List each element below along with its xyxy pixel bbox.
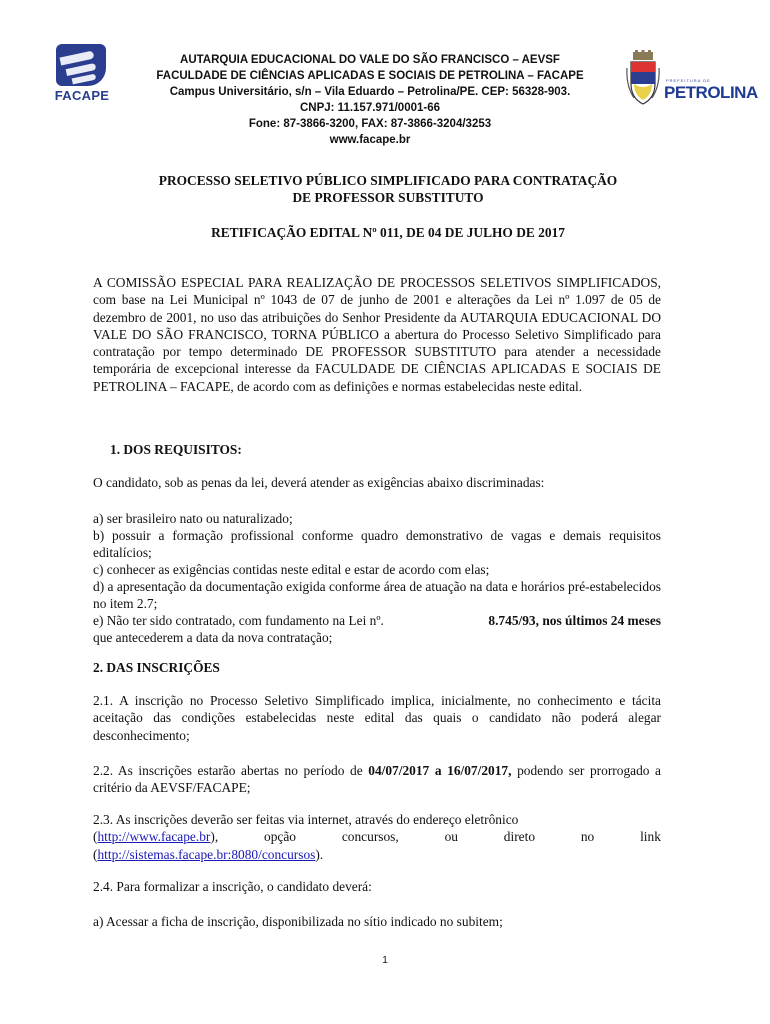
requirement-c: c) conhecer as exigências contidas neste edital e estar de acordo com elas; xyxy=(93,562,490,577)
header-line: www.facape.br xyxy=(329,134,411,146)
word: concursos, xyxy=(341,829,399,845)
title-line: DE PROFESSOR SUBSTITUTO xyxy=(292,190,484,205)
header-line: FACULDADE DE CIÊNCIAS APLICADAS E SOCIAIS DE PETROLINA – FACAPE xyxy=(156,70,584,82)
paragraph-2-3-line2 xyxy=(93,828,661,845)
facape-logo-text: FACAPE xyxy=(54,88,110,103)
petrolina-crest-icon xyxy=(626,50,660,106)
requirement-e-text: e) Não ter sido contratado, com fundamento na Lei nº. xyxy=(93,613,384,628)
facape-logo xyxy=(50,44,112,108)
paragraph-2-1: 2.1. A inscrição no Processo Seletivo Simplificado implica, inicialmente, no conhecimento e tácita aceitação das condições estabelecidas neste edital das quais o candidato não poderá alegar desconhecimento; xyxy=(93,693,661,743)
requirement-e-bold: 8.745/93, nos últimos 24 meses xyxy=(488,613,661,628)
page-number: 1 xyxy=(382,955,388,966)
paragraph-2-3-line3: (http://sistemas.facape.br:8080/concursos). xyxy=(93,846,324,862)
word: opção xyxy=(264,829,297,845)
section-2-heading: 2. DAS INSCRIÇÕES xyxy=(93,660,220,675)
word: link xyxy=(640,829,661,845)
paragraph-2-4: 2.4. Para formalizar a inscrição, o candidato deverá: xyxy=(93,879,372,894)
section-1-lead: O candidato, sob as penas da lei, deverá atender as exigências abaixo discriminadas: xyxy=(93,475,545,490)
concursos-system-link[interactable]: http://sistemas.facape.br:8080/concursos xyxy=(97,846,316,862)
document-title xyxy=(80,172,696,206)
document-subtitle: RETIFICAÇÃO EDITAL Nº 011, DE 04 DE JULHO DE 2017 xyxy=(211,225,565,240)
facape-website-link[interactable]: http://www.facape.br xyxy=(97,829,211,845)
title-line: PROCESSO SELETIVO PÚBLICO SIMPLIFICADO PARA CONTRATAÇÃO xyxy=(158,173,618,188)
header-line: Campus Universitário, s/n – Vila Eduardo – Petrolina/PE. CEP: 56328-903. xyxy=(169,86,571,98)
requirement-a: a) ser brasileiro nato ou naturalizado; xyxy=(93,511,293,526)
header-line: Fone: 87-3866-3200, FAX: 87-3866-3204/3253 xyxy=(248,118,492,130)
requirement-e xyxy=(93,612,661,647)
header-line: CNPJ: 11.157.971/0001-66 xyxy=(299,102,441,114)
word: no xyxy=(580,829,595,845)
paragraph-2-3-line1: 2.3. As inscrições deverão ser feitas via internet, através do endereço eletrônico xyxy=(93,812,519,827)
word: direto xyxy=(503,829,536,845)
requirement-d: d) a apresentação da documentação exigida conforme área de atuação na data e horários pré-estabelecidos no item 2.7; xyxy=(93,579,661,612)
facape-wave-icon xyxy=(56,44,106,86)
word: ou xyxy=(444,829,458,845)
link-wrapper: (http://www.facape.br), xyxy=(93,829,219,845)
word: ), xyxy=(210,829,219,845)
intro-paragraph: A COMISSÃO ESPECIAL PARA REALIZAÇÃO DE PROCESSOS SELETIVOS SIMPLIFICADOS, com base na Lei Municipal nº 1043 de 07 de junho de 2001 e alterações da Lei nº 1.097 de 05 de dezembro de 2001, no uso das atribuições do Senhor Presidente da AUTARQUIA EDUCACIONAL DO VALE DO SÃO FRANCISCO, TORNA PÚBLICO a abertura do Processo Seletivo Simplificado para contratação por tempo determinado DE PROFESSOR SUBSTITUTO para atender a necessidade temporária de excepcional interesse da FACULDADE DE CIÊNCIAS APLICADAS E SOCIAIS DE PETROLINA – FACAPE, de acordo com as definições e normas estabelecidas neste edital. xyxy=(93,275,661,394)
institution-header xyxy=(118,52,622,148)
header-line: AUTARQUIA EDUCACIONAL DO VALE DO SÃO FRANCISCO – AEVSF xyxy=(180,54,560,66)
registration-period: 04/07/2017 a 16/07/2017, xyxy=(368,763,512,778)
prefeitura-label: PREFEITURA DE xyxy=(666,78,711,83)
petrolina-logo xyxy=(626,50,758,114)
petrolina-logo-text: PETROLINA xyxy=(664,83,758,102)
paragraph-2-2 xyxy=(93,762,661,797)
paragraph-2-2-text-end: podendo ser prorrogado a critério da AEVSF/FACAPE; xyxy=(93,763,662,796)
section-1-heading: 1. DOS REQUISITOS: xyxy=(110,442,242,457)
paragraph-2-2-text: 2.2. As inscrições estarão abertas no período de xyxy=(93,763,369,778)
paragraph-2-4-a: a) Acessar a ficha de inscrição, disponibilizada no sítio indicado no subitem; xyxy=(93,914,503,929)
requirement-e-continuation: que antecederem a data da nova contratação; xyxy=(93,630,333,646)
paragraph-2-3 xyxy=(93,811,661,863)
requirement-b: b) possuir a formação profissional conforme quadro demonstrativo de vagas e demais requisitos editalícios; xyxy=(93,528,661,561)
